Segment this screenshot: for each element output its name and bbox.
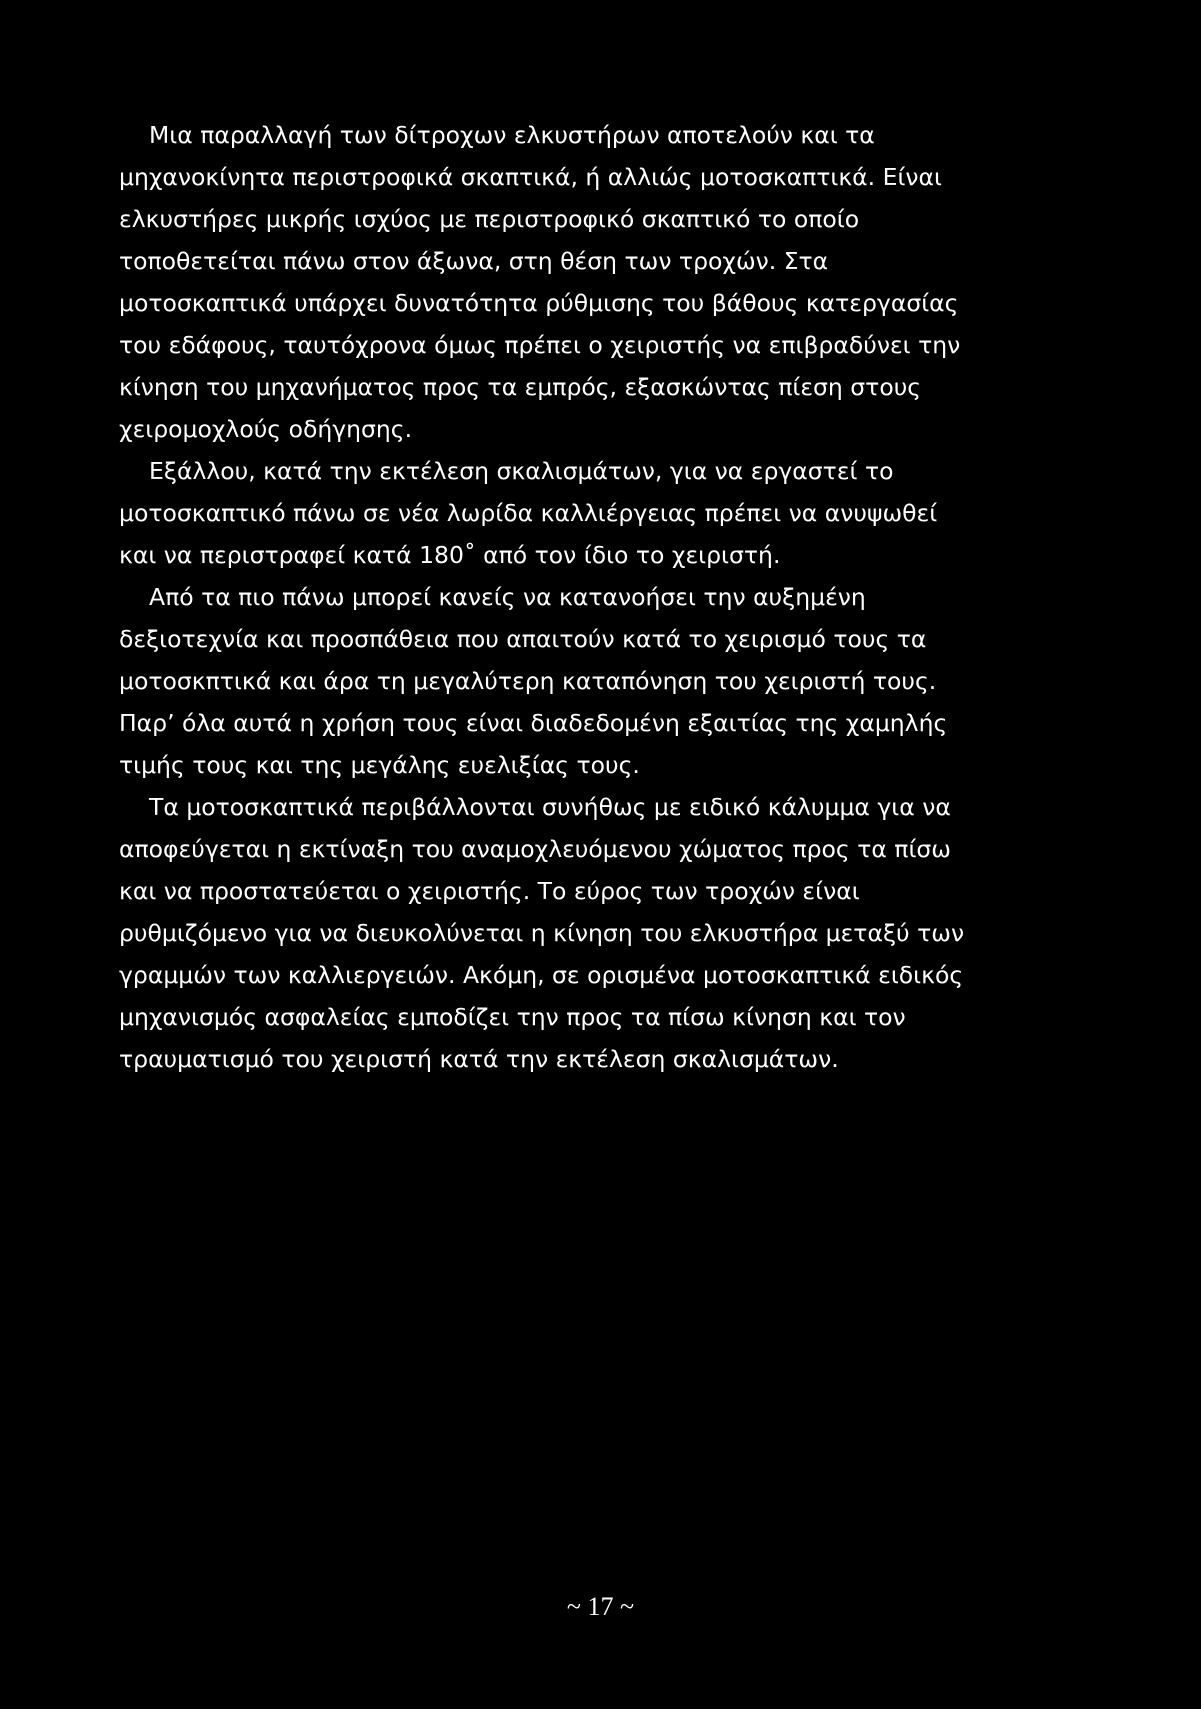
text-line: Παρ’ όλα αυτά η χρήση τους είναι διαδεδομένη εξαιτίας της χαμηλής [119, 709, 948, 737]
text-line: Τα μοτοσκαπτικά περιβάλλονται συνήθως με ειδικό κάλυμμα για να [149, 793, 951, 821]
text-line: μηχανισμός ασφαλείας εμποδίζει την προς τα πίσω κίνηση και τον [119, 1003, 906, 1031]
text-line: τραυματισμό του χειριστή κατά την εκτέλεση σκαλισμάτων. [119, 1045, 839, 1073]
text-line: Εξάλλου, κατά την εκτέλεση σκαλισμάτων, για να εργαστεί το [149, 457, 894, 485]
text-line: και να προστατεύεται ο χειριστής. Το εύρος των τροχών είναι [119, 877, 860, 905]
text-line: κίνηση του μηχανήματος προς τα εμπρός, εξασκώντας πίεση στους [119, 373, 922, 401]
text-line: αποφεύγεται η εκτίναξη του αναμοχλευόμενου χώματος προς τα πίσω [119, 835, 951, 863]
text-line: Από τα πιο πάνω μπορεί κανείς να κατανοήσει την αυξημένη [149, 583, 866, 611]
text-line: χειρομοχλούς οδήγησης. [119, 415, 413, 443]
text-line: τοποθετείται πάνω στον άξωνα, στη θέση των τροχών. Στα [119, 247, 829, 275]
text-line: ελκυστήρες μικρής ισχύος με περιστροφικό σκαπτικό το οποίο [119, 205, 860, 233]
text-line: μοτοσκαπτικά υπάρχει δυνατότητα ρύθμισης του βάθους κατεργασίας [119, 289, 959, 317]
text-line: δεξιοτεχνία και προσπάθεια που απαιτούν κατά το χειρισμό τους τα [119, 625, 927, 653]
text-line: ρυθμιζόμενο για να διευκολύνεται η κίνηση του ελκυστήρα μεταξύ των [119, 919, 965, 947]
text-line: του εδάφους, ταυτόχρονα όμως πρέπει ο χειριστής να επιβραδύνει την [119, 331, 961, 359]
text-line: μοτοσκπτικά και άρα τη μεγαλύτερη καταπόνηση του χειριστή τους. [119, 667, 937, 695]
text-line: μηχανοκίνητα περιστροφικά σκαπτικά, ή αλλιώς μοτοσκαπτικά. Είναι [119, 163, 942, 191]
text-line: Μια παραλλαγή των δίτροχων ελκυστήρων αποτελούν και τα [149, 121, 875, 149]
text-line: μοτοσκαπτικό πάνω σε νέα λωρίδα καλλιέργειας πρέπει να ανυψωθεί [119, 499, 938, 527]
page-number: ~ 17 ~ [566, 1592, 635, 1621]
text-line: γραμμών των καλλιεργειών. Ακόμη, σε ορισμένα μοτοσκαπτικά ειδικός [119, 961, 964, 989]
text-line: τιμής τους και της μεγάλης ευελιξίας τους. [119, 751, 640, 779]
body-text [119, 114, 999, 1080]
text-line: και να περιστραφεί κατά 180˚ από τον ίδιο το χειριστή. [119, 541, 781, 569]
